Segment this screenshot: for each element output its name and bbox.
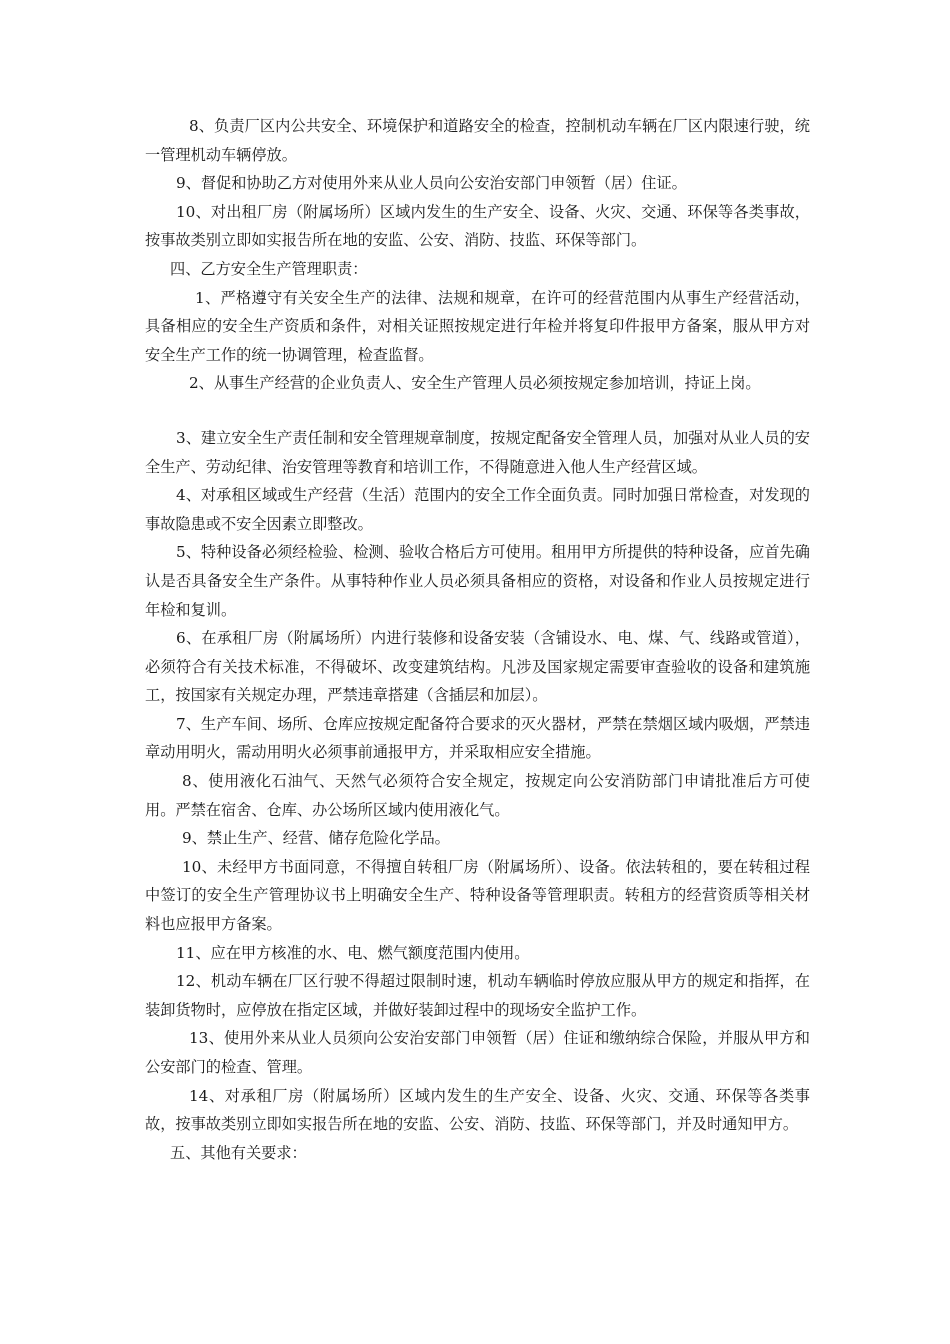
paragraph-16: 12、机动车辆在厂区行驶不得超过限制时速，机动车辆临时停放应服从甲方的规定和指挥，在装卸货物时，应停放在指定区域，并做好装卸过程中的现场安全监护工作。: [145, 972, 810, 1019]
section-heading-4: 四、乙方安全生产管理职责：: [170, 259, 368, 278]
paragraph-5: 1、严格遵守有关安全生产的法律、法规和规章，在许可的经营范围内从事生产经营活动，具备相应的安全生产资质和条件，对相关证照按规定进行年检并将复印件报甲方备案，服从甲方对安全生产工作的统一协调管理，检查监督。: [145, 288, 810, 364]
paragraph-1: 8、负责厂区内公共安全、环境保护和道路安全的检查，控制机动车辆在厂区内限速行驶，统一管理机动车辆停放。: [145, 117, 810, 164]
paragraph-18: 14、对承租厂房（附属场所）区域内发生的生产安全、设备、火灾、交通、环保等各类事故，按事故类别立即如实报告所在地的安监、公安、消防、技监、环保等部门，并及时通知甲方。: [145, 1086, 810, 1134]
paragraph-10: 6、在承租厂房（附属场所）内进行装修和设备安装（含铺设水、电、煤、气、线路或管道），必须符合有关技术标准，不得破坏、改变建筑结构。凡涉及国家规定需要审查验收的设备和建筑施工，按国家有关规定办理，严禁违章搭建（含插层和加层）。: [145, 629, 810, 705]
paragraph-2: 9、督促和协助乙方对使用外来从业人员向公安治安部门申领暂（居）住证。: [176, 174, 687, 193]
paragraph-6: 2、从事生产经营的企业负责人、安全生产管理人员必须按规定参加培训，持证上岗。: [189, 374, 761, 393]
document-page: [145, 112, 810, 1167]
paragraph-14: 10、未经甲方书面同意，不得擅自转租厂房（附属场所）、设备。依法转租的，要在转租过程中签订的安全生产管理协议书上明确安全生产、特种设备等管理职责。转租方的经营资质等相关材料也应报甲方备案。: [145, 857, 810, 934]
paragraph-13: 9、禁止生产、经营、储存危险化学品。: [182, 829, 450, 848]
paragraph-7: 3、建立安全生产责任制和安全管理规章制度，按规定配备安全管理人员，加强对从业人员的安全生产、劳动纪律、治安管理等教育和培训工作，不得随意进入他人生产经营区域。: [145, 428, 810, 476]
paragraph-15: 11、应在甲方核准的水、电、燃气额度范围内使用。: [176, 943, 530, 962]
paragraph-17: 13、使用外来从业人员须向公安治安部门申领暂（居）住证和缴纳综合保险，并服从甲方和公安部门的检查、管理。: [145, 1029, 810, 1076]
section-heading-5: 五、其他有关要求：: [170, 1143, 307, 1162]
paragraph-3: 10、对出租厂房（附属场所）区域内发生的生产安全、设备、火灾、交通、环保等各类事故，按事故类别立即如实报告所在地的安监、公安、消防、技监、环保等部门。: [145, 202, 810, 250]
paragraph-12: 8、使用液化石油气、天然气必须符合安全规定，按规定向公安消防部门申请批准后方可使用。严禁在宿舍、仓库、办公场所区域内使用液化气。: [145, 772, 810, 819]
paragraph-11: 7、生产车间、场所、仓库应按规定配备符合要求的灭火器材，严禁在禁烟区域内吸烟，严禁违章动用明火，需动用明火必须事前通报甲方，并采取相应安全措施。: [145, 714, 810, 762]
paragraph-9: 5、特种设备必须经检验、检测、验收合格后方可使用。租用甲方所提供的特种设备，应首先确认是否具备安全生产条件。从事特种作业人员必须具备相应的资格，对设备和作业人员按规定进行年检和复训。: [145, 543, 810, 619]
paragraph-8: 4、对承租区域或生产经营（生活）范围内的安全工作全面负责。同时加强日常检查，对发现的事故隐患或不安全因素立即整改。: [145, 486, 810, 533]
